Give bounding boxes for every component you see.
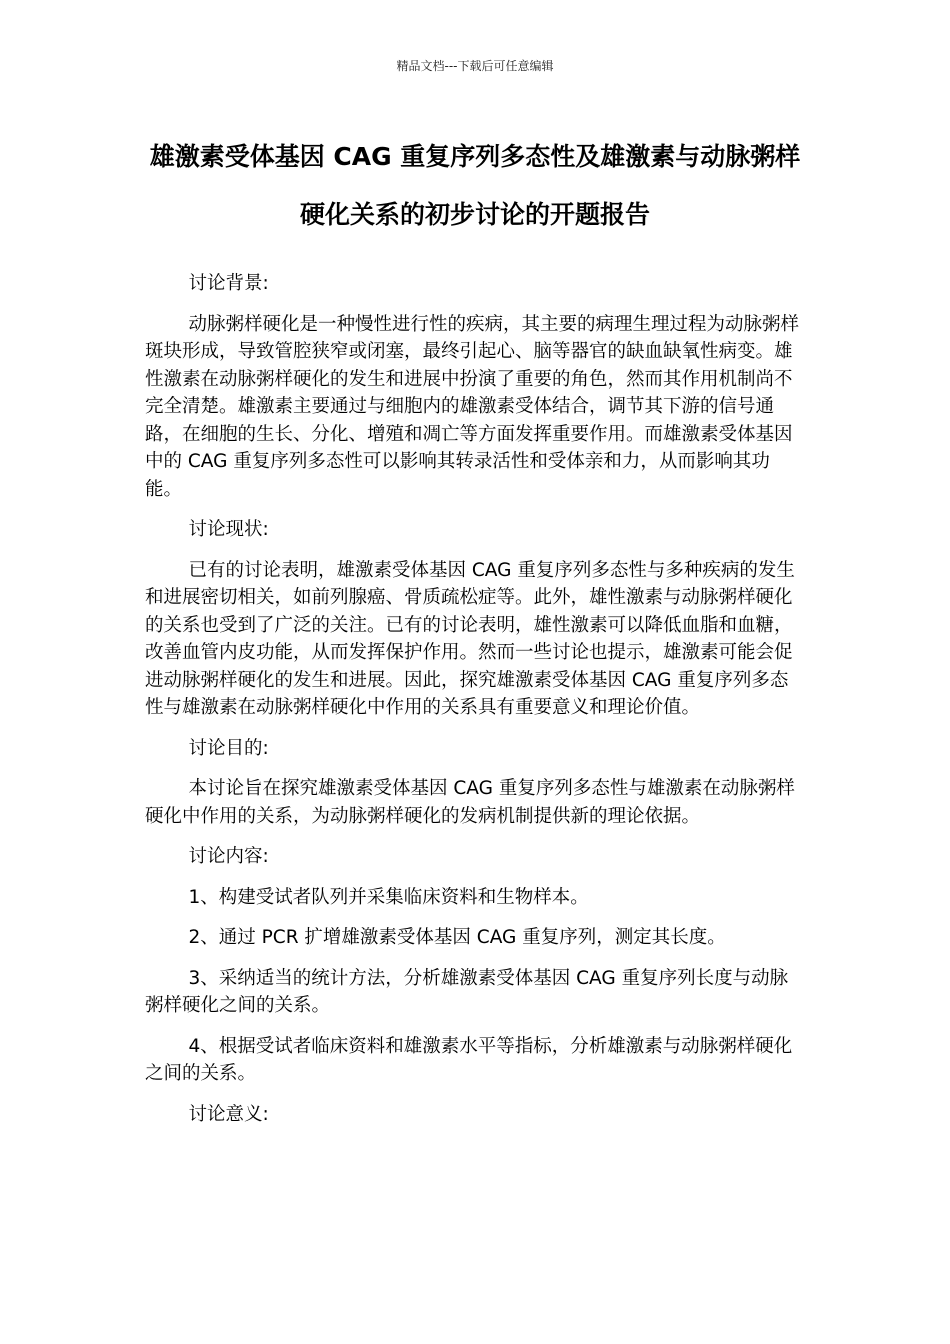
section-heading-content: 讨论内容: [188, 846, 269, 867]
section-heading-background: 讨论背景: [188, 273, 269, 294]
section-heading-purpose: 讨论目的: [188, 737, 269, 759]
list-item: 4、根据受试者临床资料和雄激素水平等指标，分析雄激素与动脉粥样硬化之间的关系。 [145, 1035, 793, 1084]
section-heading-significance: 讨论意义: [188, 1103, 269, 1125]
list-item: 1、构建受试者队列并采集临床资料和生物样本。 [188, 886, 589, 908]
paragraph-background: 动脉粥样硬化是一种慢性进行性的疾病，其主要的病理生理过程为动脉粥样斑块形成，导致管腔狭窄或闭塞，最终引起心、脑等器官的缺血缺氧性病变。雄性激素在动脉粥样硬化的发生和进展中扮演了重要的角色，然而其作用机制尚不完全清楚。雄激素主要通过与细胞内的雄激素受体结合，调节其下游的信号通路，在细胞的生长、分化、增殖和凋亡等方面发挥重要作用。而雄激素受体基因中的 CAG 重复序列多态性可以影响其转录活性和受体亲和力，从而影响其功能。 [145, 313, 799, 500]
document-title: 雄激素受体基因 CAG 重复序列多态性及雄激素与动脉粥样硬化关系的初步讨论的开题报告 [149, 142, 801, 229]
list-item: 3、采纳适当的统计方法，分析雄激素受体基因 CAG 重复序列长度与动脉粥样硬化之间的关系。 [145, 967, 789, 1016]
paragraph-purpose: 本讨论旨在探究雄激素受体基因 CAG 重复序列多态性与雄激素在动脉粥样硬化中作用的关系，为动脉粥样硬化的发病机制提供新的理论依据。 [145, 778, 795, 827]
section-heading-status: 讨论现状: [188, 519, 269, 540]
paragraph-status: 已有的讨论表明，雄激素受体基因 CAG 重复序列多态性与多种疾病的发生和进展密切相关，如前列腺癌、骨质疏松症等。此外，雄性激素与动脉粥样硬化的关系也受到了广泛的关注。已有的讨论表明，雄性激素可以降低血脂和血糖，改善血管内皮功能，从而发挥保护作用。然而一些讨论也提示，雄激素可能会促进动脉粥样硬化的发生和进展。因此，探究雄激素受体基因 CAG 重复序列多态性与雄激素在动脉粥样硬化中作用的关系具有重要意义和理论价值。 [145, 559, 795, 718]
list-item: 2、通过 PCR 扩增雄激素受体基因 CAG 重复序列，测定其长度。 [188, 927, 726, 948]
page-header: 精品文档---下载后可任意编辑 [396, 59, 554, 73]
document-body [145, 270, 805, 1141]
